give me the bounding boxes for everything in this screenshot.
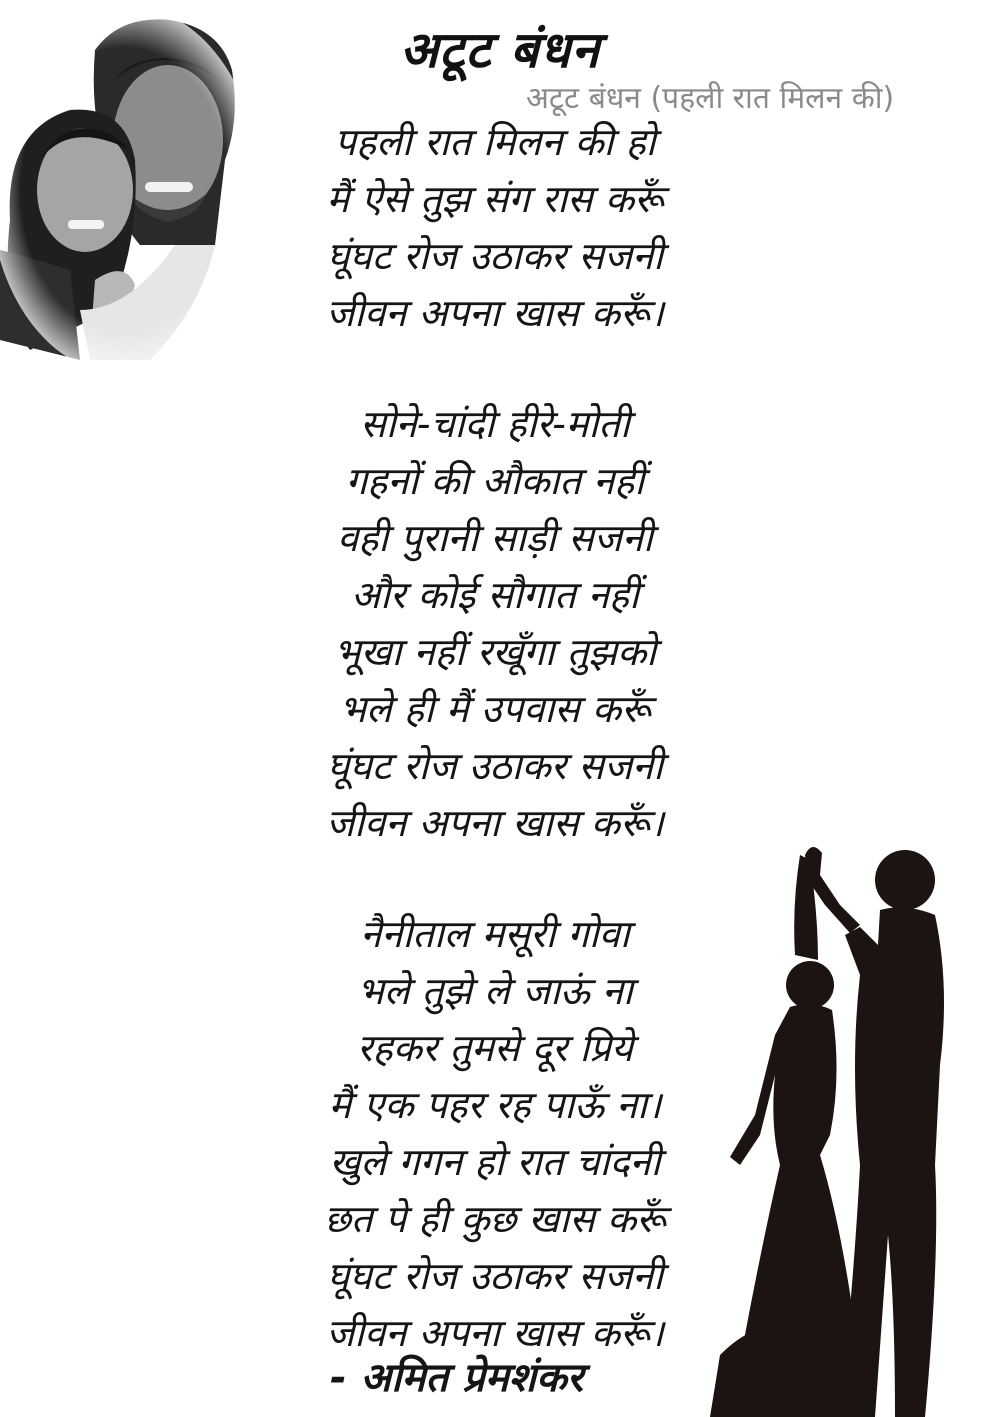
dancing-couple-silhouette xyxy=(700,835,992,1417)
poem-line: और कोई सौगात नहीं xyxy=(351,573,639,617)
poem-line: वही पुरानी साड़ी सजनी xyxy=(337,516,653,560)
poem-subtitle: अटूट बंधन (पहली रात मिलन की) xyxy=(526,81,895,116)
poem-line: नैनीताल मसूरी गोवा xyxy=(360,912,630,956)
poem-line: सोने-चांदी हीरे-मोती xyxy=(360,402,630,446)
poem-line: जीवन अपना खास करूँ। xyxy=(326,291,664,335)
stanza-1 xyxy=(225,114,765,342)
poem-line: गहनों की औकात नहीं xyxy=(345,459,645,503)
poem-body xyxy=(225,114,765,1362)
poem-line: घूंघट रोज उठाकर सजनी xyxy=(326,744,664,788)
poem-line: भले ही मैं उपवास करूँ xyxy=(339,687,651,731)
stanza-gap xyxy=(225,342,765,396)
poem-line: छत पे ही कुछ खास करूँ xyxy=(324,1197,666,1241)
poem-line: घूंघट रोज उठाकर सजनी xyxy=(326,1254,664,1298)
poem-title: अटूट बंधन xyxy=(399,21,601,79)
stanza-2 xyxy=(225,396,765,852)
poem-line: रहकर तुमसे दूर प्रिये xyxy=(357,1026,633,1070)
poem-line: खुले गगन हो रात चांदनी xyxy=(329,1140,661,1184)
poem-line: पहली रात मिलन की हो xyxy=(334,120,656,164)
couple-photo xyxy=(0,10,250,365)
stanza-3 xyxy=(225,906,765,1362)
author-signature: - अमित प्रेमशंकर xyxy=(330,1355,584,1401)
poem-line: मैं ऐसे तुझ संग रास करूँ xyxy=(326,177,664,221)
poem-line: भूखा नहीं रखूँगा तुझको xyxy=(333,630,657,674)
poem-line: जीवन अपना खास करूँ। xyxy=(326,1311,664,1355)
stanza-gap xyxy=(225,852,765,906)
poem-line: मैं एक पहर रह पाऊँ ना। xyxy=(328,1083,662,1127)
poem-line: घूंघट रोज उठाकर सजनी xyxy=(326,234,664,278)
poem-line: जीवन अपना खास करूँ। xyxy=(326,801,664,845)
poem-line: भले तुझे ले जाऊं ना xyxy=(357,969,633,1013)
